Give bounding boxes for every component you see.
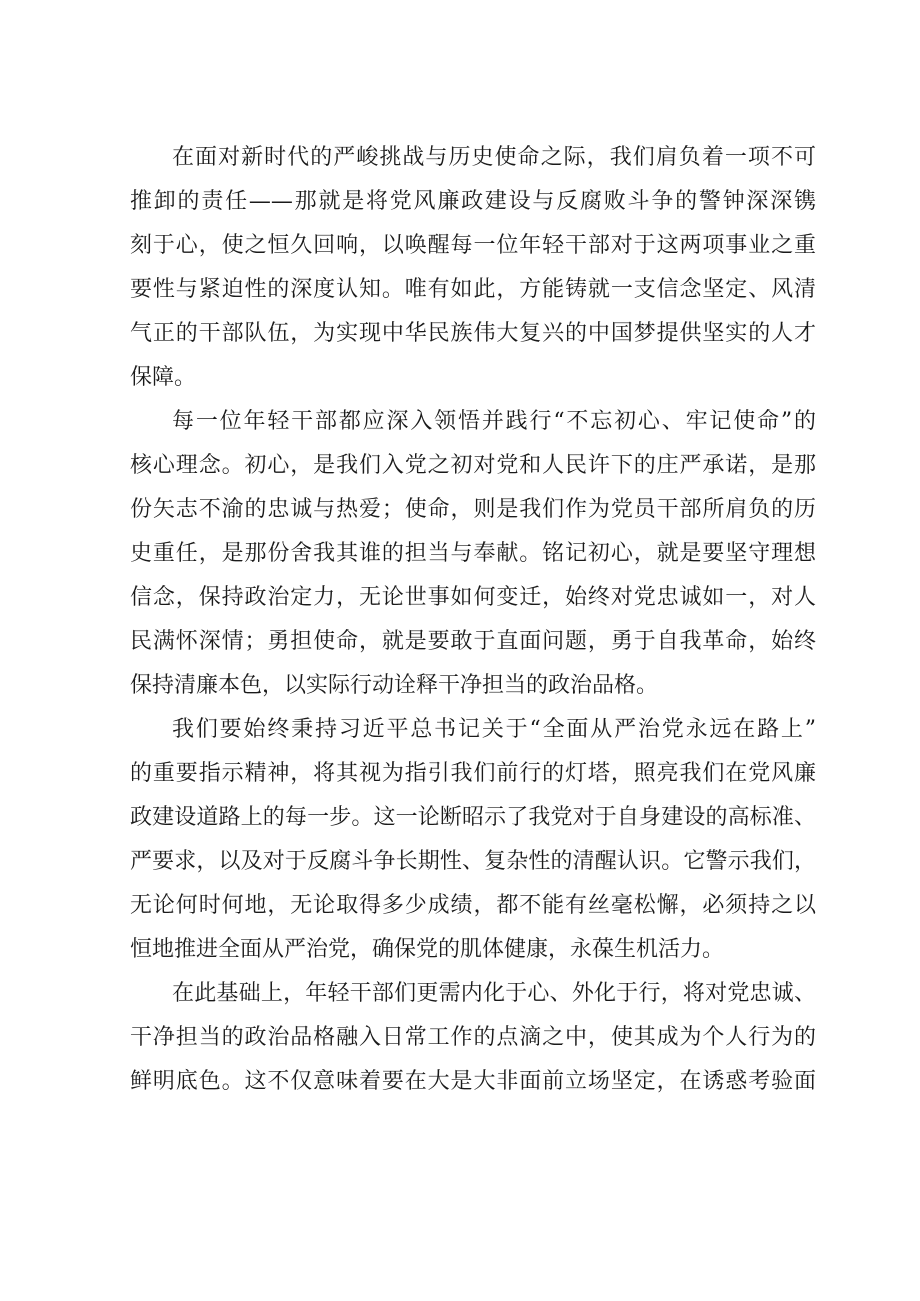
text-line: 我们要始终秉持习近平总书记关于“全面从严治党永远在路上” [172, 717, 816, 742]
text-line: 严要求，以及对于反腐斗争长期性、复杂性的清醒认识。它警示我们， [130, 849, 816, 874]
text-line: 要性与紧迫性的深度认知。唯有如此，方能铸就一支信念坚定、风清 [130, 277, 816, 302]
text-line: 在此基础上，年轻干部们更需内化于心、外化于行，将对党忠诚、 [172, 981, 816, 1006]
document-page [130, 136, 816, 1104]
text-line: 推卸的责任——那就是将党风廉政建设与反腐败斗争的警钟深深镌 [130, 189, 816, 214]
text-line: 的重要指示精神，将其视为指引我们前行的灯塔，照亮我们在党风廉 [130, 761, 816, 786]
text-line: 份矢志不渝的忠诚与热爱；使命，则是我们作为党员干部所肩负的历 [130, 497, 816, 522]
text-line: 政建设道路上的每一步。这一论断昭示了我党对于自身建设的高标准、 [130, 805, 816, 830]
text-line: 无论何时何地，无论取得多少成绩，都不能有丝毫松懈，必须持之以 [130, 893, 816, 918]
text-line: 干净担当的政治品格融入日常工作的点滴之中，使其成为个人行为的 [130, 1025, 816, 1050]
text-line: 在面对新时代的严峻挑战与历史使命之际，我们肩负着一项不可 [172, 145, 816, 170]
text-line: 核心理念。初心，是我们入党之初对党和人民许下的庄严承诺，是那 [130, 453, 816, 478]
paragraph [130, 400, 816, 708]
text-line: 恒地推进全面从严治党，确保党的肌体健康，永葆生机活力。 [130, 937, 725, 962]
paragraph [130, 972, 816, 1104]
text-line: 保持清廉本色，以实际行动诠释干净担当的政治品格。 [130, 673, 659, 698]
text-line: 信念，保持政治定力，无论世事如何变迁，始终对党忠诚如一，对人 [130, 585, 816, 610]
text-line: 保障。 [130, 365, 197, 390]
text-line: 每一位年轻干部都应深入领悟并践行“不忘初心、牢记使命”的 [172, 409, 816, 434]
text-line: 民满怀深情；勇担使命，就是要敢于直面问题，勇于自我革命，始终 [130, 629, 816, 654]
text-line: 刻于心，使之恒久回响，以唤醒每一位年轻干部对于这两项事业之重 [130, 233, 816, 258]
text-line: 鲜明底色。这不仅意味着要在大是大非面前立场坚定，在诱惑考验面 [130, 1069, 816, 1094]
text-line: 史重任，是那份舍我其谁的担当与奉献。铭记初心，就是要坚守理想 [130, 541, 816, 566]
text-line: 气正的干部队伍，为实现中华民族伟大复兴的中国梦提供坚实的人才 [130, 321, 816, 346]
paragraph [130, 708, 816, 972]
paragraph [130, 136, 816, 400]
